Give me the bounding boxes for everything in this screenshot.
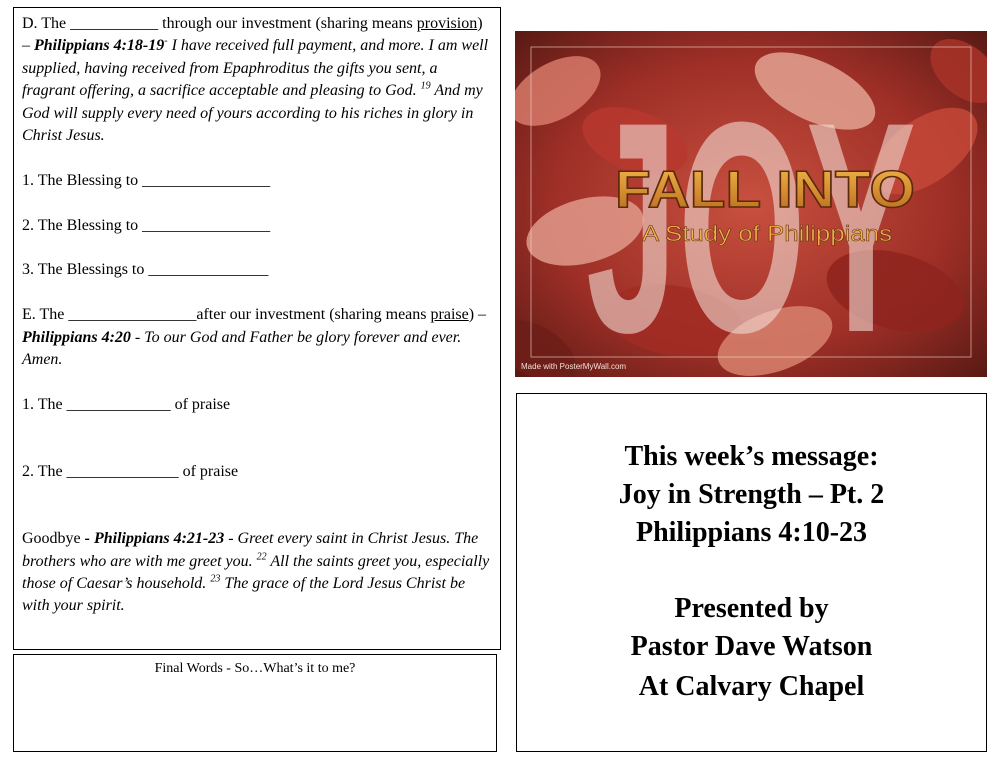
section-d-provision: provision	[416, 15, 478, 32]
message-title: Joy in Strength – Pt. 2	[618, 479, 885, 510]
section-d-paragraph: D. The ___________ through our investment (sharing means provision) – Philippians 4:18-19- I have received full payment, and more. I am well supplied, having received from Epaphroditus the gifts you sent, a fragrant offering, a sacrifice acceptable and pleasing to God. $^{19}$ And my God will supply every need of yours according to his riches in glory in Christ Jesus.	[22, 15, 489, 145]
banner-watermark: Made with PosterMyWall.com	[521, 362, 627, 371]
section-e-praise: praise	[430, 306, 469, 324]
section-e-item-1: 1. The _____________ of praise	[22, 395, 231, 413]
section-d-reference: Philippians 4:18-19	[34, 37, 165, 55]
section-d-item-1: 1. The Blessing to ________________	[22, 171, 271, 189]
final-words-panel	[13, 654, 497, 752]
goodbye-label: Goodbye	[22, 530, 81, 548]
presented-by-label: Presented by	[674, 593, 829, 624]
series-banner-image	[515, 31, 987, 377]
section-e-paragraph	[22, 304, 492, 371]
section-d-item-2: 2. The Blessing to ________________	[22, 216, 271, 234]
message-heading: This week’s message:	[624, 441, 879, 472]
pastor-name: Pastor Dave Watson	[630, 631, 873, 662]
goodbye-scripture-2: All the saints greet you, especially those of Caesar’s household.	[22, 552, 490, 593]
banner-big-word: JOY	[586, 59, 916, 377]
autumn-leaves-graphic	[515, 31, 987, 377]
goodbye-paragraph	[22, 528, 492, 618]
final-words-label: Final Words - So…What’s it to me?	[154, 661, 356, 676]
message-reference: Philippians 4:10-23	[635, 517, 868, 548]
section-e-scripture: - To our God and Father be glory forever and ever. Amen.	[22, 328, 462, 369]
message-info-panel	[516, 393, 987, 752]
section-d-dash: ) –	[22, 15, 483, 55]
section-d-item-3: 3. The Blessings to _______________	[22, 261, 269, 279]
goodbye-scripture-3: The grace of the Lord Jesus Christ be with your spirit.	[22, 575, 466, 615]
verse-22-marker: 22	[256, 551, 267, 563]
section-d-intro: D. The ___________ through our investment (sharing means	[22, 15, 413, 32]
section-e-dash: ) –	[468, 306, 487, 324]
banner-title: FALL INTO	[615, 161, 915, 219]
section-e-reference: Philippians 4:20	[22, 328, 131, 346]
goodbye-scripture: - Greet every saint in Christ Jesus. The brothers who are with me greet you.	[22, 530, 479, 570]
verse-19-marker: 19	[420, 80, 431, 92]
section-e-item-2: 2. The ______________ of praise	[22, 463, 239, 481]
sermon-notes-panel	[13, 7, 501, 650]
section-e-intro: E. The ________________after our investment (sharing means	[22, 306, 431, 324]
goodbye-reference: Philippians 4:21-23	[93, 530, 225, 548]
goodbye-dash: -	[80, 530, 94, 548]
banner-subtitle: A Study of Philippians	[642, 221, 892, 246]
section-d-scripture: I have received full payment, and more. I am well supplied, having received from Epaphroditus the gifts you sent, a fragrant offering, a sacrifice acceptable and pleasing to God.	[22, 37, 489, 100]
verse-23-marker: 23	[210, 573, 221, 585]
section-d-scripture-2: And my God will supply every need of yours according to his riches in glory in Christ Jesus.	[22, 82, 483, 145]
church-name: At Calvary Chapel	[638, 671, 865, 702]
